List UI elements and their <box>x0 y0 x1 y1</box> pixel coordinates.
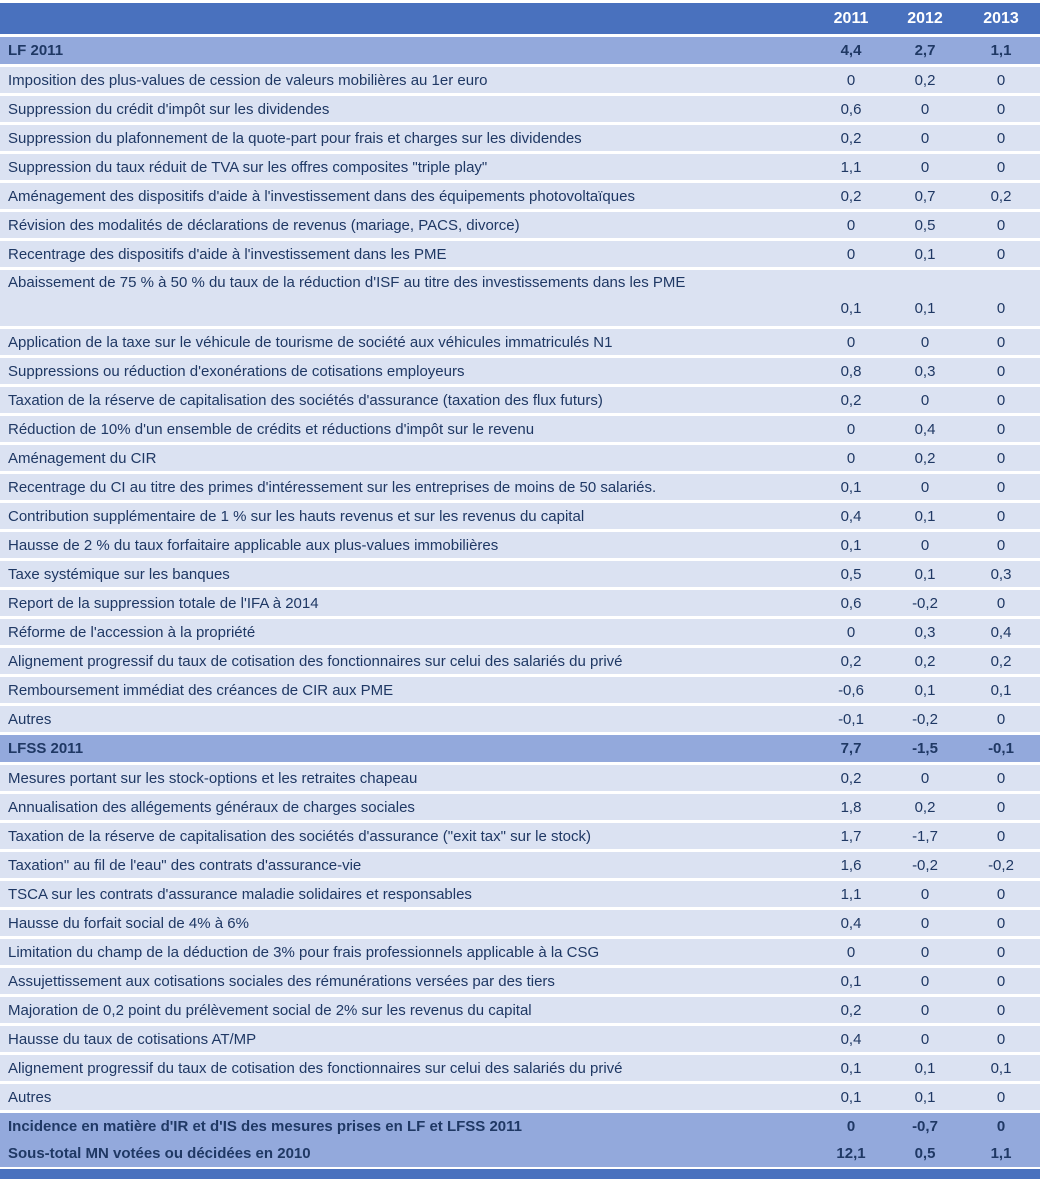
table-body <box>0 37 1040 1167</box>
row-value-2012: 0,1 <box>914 1059 936 1077</box>
row-value-2012: 0,2 <box>914 71 936 89</box>
table-row-data <box>0 939 1040 965</box>
row-label: Autres <box>8 1088 52 1106</box>
row-label: Abaissement de 75 % à 50 % du taux de la réduction d'ISF au titre des investissements dans les PME <box>8 274 686 291</box>
row-value-2013: 0 <box>996 943 1006 961</box>
table-row-data <box>0 561 1040 587</box>
row-value-2013: 0 <box>996 300 1006 317</box>
row-value-2012: 0 <box>920 1001 930 1019</box>
table-row-data <box>0 474 1040 500</box>
row-value-2011: 1,7 <box>840 827 862 845</box>
row-value-2011: 0 <box>846 449 856 467</box>
row-value-2012: 0 <box>920 129 930 147</box>
row-value-2011: 4,4 <box>840 42 862 59</box>
row-label: Remboursement immédiat des créances de CIR aux PME <box>8 681 394 699</box>
row-label: Suppression du plafonnement de la quote-part pour frais et charges sur les dividendes <box>8 129 582 147</box>
row-value-2011: -0,6 <box>838 681 864 699</box>
row-value-2012: 0 <box>920 333 930 351</box>
row-value-2012: 0,1 <box>914 1088 936 1106</box>
table-row-data <box>0 794 1040 820</box>
row-value-2013: 0 <box>996 478 1006 496</box>
row-value-2013: 0 <box>996 1088 1006 1106</box>
table-row-data <box>0 416 1040 442</box>
table-row-data <box>0 968 1040 994</box>
row-value-2013: 0 <box>996 536 1006 554</box>
row-label: Taxe systémique sur les banques <box>8 565 230 583</box>
row-value-2011: 12,1 <box>836 1145 866 1162</box>
table-row-data <box>0 532 1040 558</box>
row-value-2011: -0,1 <box>838 710 864 728</box>
row-value-2011: 0 <box>846 623 856 641</box>
row-label: Réduction de 10% d'un ensemble de crédits et réductions d'impôt sur le revenu <box>8 420 535 438</box>
row-label: Révision des modalités de déclarations de revenus (mariage, PACS, divorce) <box>8 216 520 234</box>
row-value-2013: -0,1 <box>988 740 1014 757</box>
row-value-2012: -0,2 <box>912 856 938 874</box>
row-label: Recentrage du CI au titre des primes d'intéressement sur les entreprises de moins de 50 salariés. <box>8 478 657 496</box>
row-value-2011: 0,5 <box>840 565 862 583</box>
table-row-data <box>0 1055 1040 1081</box>
table-row-data <box>0 96 1040 122</box>
row-value-2011: 0,2 <box>840 391 862 409</box>
row-value-2013: 0 <box>996 333 1006 351</box>
row-value-2012: 0 <box>920 769 930 787</box>
row-value-2013: 0,3 <box>990 565 1012 583</box>
bottom-partial-row <box>0 1169 1040 1179</box>
row-value-2011: 0,4 <box>840 507 862 525</box>
row-value-2013: 0,2 <box>990 187 1012 205</box>
table-row-data <box>0 67 1040 93</box>
table-row-data <box>0 1084 1040 1110</box>
row-label: Taxation" au fil de l'eau" des contrats d'assurance-vie <box>8 856 362 874</box>
row-value-2011: 7,7 <box>840 740 862 757</box>
row-value-2013: 0 <box>996 1001 1006 1019</box>
row-label: Annualisation des allégements généraux de charges sociales <box>8 798 415 816</box>
row-value-2011: 0,1 <box>840 1059 862 1077</box>
table-row-data <box>0 590 1040 616</box>
row-value-2013: 0 <box>996 100 1006 118</box>
year-column-2011: 2011 <box>833 9 869 27</box>
row-label: Recentrage des dispositifs d'aide à l'investissement dans les PME <box>8 245 447 263</box>
table-row-data <box>0 358 1040 384</box>
row-value-2013: 0 <box>996 710 1006 728</box>
row-label: Imposition des plus-values de cession de valeurs mobilières au 1er euro <box>8 71 488 89</box>
row-value-2012: -0,2 <box>912 710 938 728</box>
row-label: Hausse du taux de cotisations AT/MP <box>8 1030 257 1048</box>
row-value-2013: 0 <box>996 798 1006 816</box>
row-value-2011: 0,1 <box>840 536 862 554</box>
row-value-2013: 0 <box>996 827 1006 845</box>
row-value-2013: 0 <box>996 769 1006 787</box>
row-value-2013: 0 <box>996 420 1006 438</box>
row-value-2013: 1,1 <box>990 42 1012 59</box>
row-value-2011: 0 <box>846 71 856 89</box>
row-value-2012: 0 <box>920 478 930 496</box>
table-row-data <box>0 212 1040 238</box>
row-label: Autres <box>8 710 52 728</box>
row-value-2012: 0,5 <box>914 216 936 234</box>
table-row-data <box>0 387 1040 413</box>
table-row-data <box>0 997 1040 1023</box>
row-value-2013: 0 <box>996 158 1006 176</box>
row-value-2012: -1,7 <box>912 827 938 845</box>
row-value-2012: 0,4 <box>914 420 936 438</box>
row-value-2011: 0,2 <box>840 129 862 147</box>
table-row-data <box>0 1026 1040 1052</box>
row-value-2012: 0 <box>920 100 930 118</box>
table-row-total <box>0 1140 1040 1167</box>
year-column-2012: 2012 <box>907 9 943 27</box>
row-value-2012: 0,5 <box>914 1145 936 1162</box>
table-row-data <box>0 823 1040 849</box>
row-value-2011: 1,8 <box>840 798 862 816</box>
row-value-2013: 0 <box>996 594 1006 612</box>
row-value-2011: 0 <box>846 216 856 234</box>
row-value-2011: 0 <box>846 245 856 263</box>
table-row-data <box>0 241 1040 267</box>
row-value-2012: 2,7 <box>914 42 936 59</box>
row-label: Contribution supplémentaire de 1 % sur les hauts revenus et sur les revenus du capital <box>8 507 585 525</box>
row-value-2011: 0,4 <box>840 1030 862 1048</box>
row-value-2012: 0 <box>920 972 930 990</box>
row-value-2013: 0 <box>996 885 1006 903</box>
table-row-data <box>0 910 1040 936</box>
row-value-2013: 0 <box>996 914 1006 932</box>
row-value-2013: 0 <box>996 71 1006 89</box>
row-value-2011: 0,1 <box>840 1088 862 1106</box>
row-value-2011: 0,8 <box>840 362 862 380</box>
row-value-2013: 0 <box>996 1030 1006 1048</box>
table-row-data <box>0 503 1040 529</box>
row-label: Suppressions ou réduction d'exonérations de cotisations employeurs <box>8 362 465 380</box>
row-value-2013: 0 <box>996 972 1006 990</box>
row-value-2013: 0 <box>996 216 1006 234</box>
row-value-2012: 0 <box>920 1030 930 1048</box>
row-value-2013: 0 <box>996 362 1006 380</box>
row-value-2013: 0,1 <box>990 681 1012 699</box>
row-label: Mesures portant sur les stock-options et les retraites chapeau <box>8 769 418 787</box>
row-value-2011: 0 <box>846 1118 856 1135</box>
row-value-2012: 0 <box>920 158 930 176</box>
row-value-2012: 0,1 <box>914 681 936 699</box>
row-value-2013: 0 <box>996 1118 1006 1135</box>
row-value-2012: 0,1 <box>914 507 936 525</box>
row-value-2012: 0,1 <box>914 565 936 583</box>
row-value-2013: 0 <box>996 245 1006 263</box>
row-value-2011: 0,2 <box>840 1001 862 1019</box>
table-row-data <box>0 154 1040 180</box>
row-label: Assujettissement aux cotisations sociales des rémunérations versées par des tiers <box>8 972 555 990</box>
row-label: Hausse du forfait social de 4% à 6% <box>8 914 249 932</box>
table-row-section <box>0 735 1040 762</box>
row-label: Réforme de l'accession à la propriété <box>8 623 256 641</box>
row-label: Taxation de la réserve de capitalisation des sociétés d'assurance ("exit tax" sur le stock) <box>8 827 591 845</box>
row-value-2011: 0,2 <box>840 652 862 670</box>
row-label: Alignement progressif du taux de cotisation des fonctionnaires sur celui des salariés du privé <box>8 652 623 670</box>
row-value-2013: 0,4 <box>990 623 1012 641</box>
table-row-data <box>0 765 1040 791</box>
row-value-2011: 0,1 <box>840 478 862 496</box>
row-label: Suppression du crédit d'impôt sur les dividendes <box>8 100 330 118</box>
row-value-2013: 1,1 <box>990 1145 1012 1162</box>
row-value-2011: 0,2 <box>840 187 862 205</box>
row-label: Aménagement du CIR <box>8 449 157 467</box>
row-label: Hausse de 2 % du taux forfaitaire applicable aux plus-values immobilières <box>8 536 499 554</box>
row-value-2011: 0 <box>846 333 856 351</box>
table-row-data <box>0 852 1040 878</box>
row-value-2012: 0,2 <box>914 798 936 816</box>
row-value-2011: 0 <box>846 420 856 438</box>
row-label: Suppression du taux réduit de TVA sur les offres composites "triple play" <box>8 158 488 176</box>
row-value-2013: 0,2 <box>990 652 1012 670</box>
row-value-2012: 0,1 <box>914 300 936 317</box>
table-row-data <box>0 125 1040 151</box>
row-value-2012: 0,7 <box>914 187 936 205</box>
table-row-total <box>0 1113 1040 1140</box>
table-row-data <box>0 329 1040 355</box>
row-value-2012: -0,7 <box>912 1118 938 1135</box>
row-value-2013: 0 <box>996 449 1006 467</box>
table-row-data <box>0 445 1040 471</box>
year-header-row <box>0 3 1040 34</box>
row-value-2011: 0,4 <box>840 914 862 932</box>
row-value-2011: 0,2 <box>840 769 862 787</box>
table-row-data <box>0 648 1040 674</box>
row-value-2012: -0,2 <box>912 594 938 612</box>
row-value-2011: 0,6 <box>840 100 862 118</box>
row-value-2011: 1,6 <box>840 856 862 874</box>
row-label: Aménagement des dispositifs d'aide à l'investissement dans des équipements photovoltaïques <box>8 187 635 205</box>
table-row-data <box>0 619 1040 645</box>
row-value-2012: 0,2 <box>914 449 936 467</box>
year-column-2013: 2013 <box>983 9 1019 27</box>
row-value-2013: 0 <box>996 129 1006 147</box>
table-row-data <box>0 183 1040 209</box>
table-row-data <box>0 677 1040 703</box>
row-value-2012: 0,3 <box>914 362 936 380</box>
row-value-2012: 0,3 <box>914 623 936 641</box>
table-row-data <box>0 706 1040 732</box>
table-row-data_tall <box>0 270 1040 326</box>
row-value-2011: 0,1 <box>840 972 862 990</box>
row-value-2013: 0 <box>996 507 1006 525</box>
row-label: Limitation du champ de la déduction de 3% pour frais professionnels applicable à la CSG <box>8 943 600 961</box>
row-value-2012: 0,2 <box>914 652 936 670</box>
row-value-2011: 0 <box>846 943 856 961</box>
row-value-2012: 0 <box>920 885 930 903</box>
row-value-2013: 0,1 <box>990 1059 1012 1077</box>
row-value-2012: 0 <box>920 943 930 961</box>
row-label: LFSS 2011 <box>8 740 84 757</box>
row-value-2013: 0 <box>996 391 1006 409</box>
table-row-section <box>0 37 1040 64</box>
table-row-data <box>0 881 1040 907</box>
row-value-2011: 1,1 <box>840 158 862 176</box>
row-value-2012: 0,1 <box>914 245 936 263</box>
row-value-2011: 1,1 <box>840 885 862 903</box>
row-label: Incidence en matière d'IR et d'IS des mesures prises en LF et LFSS 2011 <box>8 1118 522 1135</box>
row-value-2012: 0 <box>920 536 930 554</box>
row-value-2011: 0,6 <box>840 594 862 612</box>
row-label: TSCA sur les contrats d'assurance maladie solidaires et responsables <box>8 885 472 903</box>
row-label: Report de la suppression totale de l'IFA à 2014 <box>8 594 319 612</box>
row-value-2012: -1,5 <box>912 740 938 757</box>
row-label: Sous-total MN votées ou décidées en 2010 <box>8 1145 311 1162</box>
row-label: Application de la taxe sur le véhicule de tourisme de société aux véhicules immatriculés N1 <box>8 333 613 351</box>
row-value-2011: 0,1 <box>840 300 862 317</box>
row-value-2012: 0 <box>920 914 930 932</box>
row-label: Majoration de 0,2 point du prélèvement social de 2% sur les revenus du capital <box>8 1001 532 1019</box>
row-label: LF 2011 <box>8 42 64 59</box>
row-value-2013: -0,2 <box>988 856 1014 874</box>
row-value-2012: 0 <box>920 391 930 409</box>
row-label: Taxation de la réserve de capitalisation des sociétés d'assurance (taxation des flux futurs) <box>8 391 603 409</box>
row-label: Alignement progressif du taux de cotisation des fonctionnaires sur celui des salariés du privé <box>8 1059 623 1077</box>
